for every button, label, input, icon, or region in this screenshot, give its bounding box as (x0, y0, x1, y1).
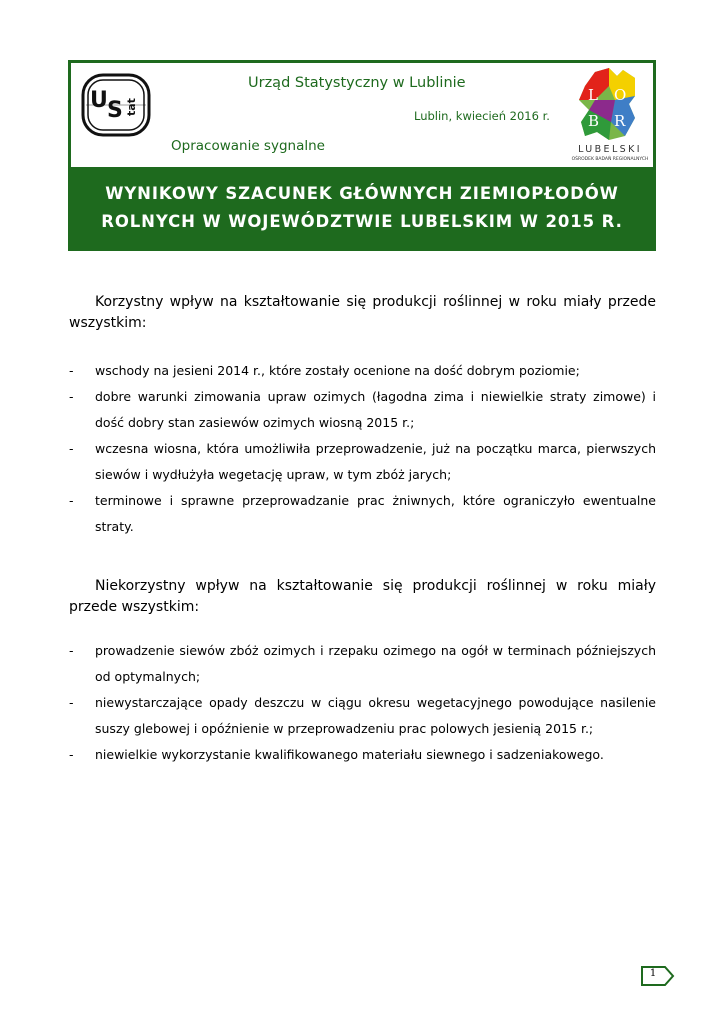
lbr-logo (565, 66, 655, 166)
list-item: - wczesna wiosna, która umożliwiła przeprowadzenie, już na początku marca, pierwszych siewów i wydłużyła wegetację upraw, w tym zbóż jarych; (69, 441, 656, 482)
lbr-letter-o: O (614, 86, 627, 104)
office-name: Urząd Statystyczny w Lublinie (248, 75, 466, 91)
list-item: - niewystarczające opady deszczu w ciągu okresu wegetacyjnego powodujące nasilenie suszy glebowej i opóźnienie w przeprowadzeniu prac polowych jesienią 2015 r.; (69, 695, 656, 736)
page-number: 1 (649, 968, 657, 979)
lbr-letter-l: L (588, 86, 598, 104)
header-top (71, 63, 653, 167)
lbr-subtitle: OŚRODEK BADAŃ REGIONALNYCH (571, 157, 649, 162)
list-item: - niewielkie wykorzystanie kwalifikowanego materiału siewnego i sadzeniakowego. (69, 747, 604, 762)
title-line-1: WYNIKOWY SZACUNEK GŁÓWNYCH ZIEMIOPŁODÓW (105, 183, 619, 203)
positive-factors-list (69, 358, 656, 540)
ustat-logo (81, 73, 151, 137)
list-item: - terminowe i sprawne przeprowadzanie prac żniwnych, które ograniczyło ewentualne straty. (69, 493, 656, 534)
list-item: - prowadzenie siewów zbóż ozimych i rzepaku ozimego na ogół w terminach późniejszych od optymalnych; (69, 643, 656, 684)
page-number-badge (641, 966, 675, 986)
place-date: Lublin, kwiecień 2016 r. (414, 109, 550, 123)
svg-text:tat: tat (125, 98, 138, 116)
svg-text:S: S (107, 98, 123, 123)
svg-text:U: U (90, 88, 108, 113)
list-item: - wschody na jesieni 2014 r., które zostały ocenione na dość dobrym poziomie; (69, 363, 580, 378)
negative-factors-list (69, 638, 656, 768)
lbr-letter-r: R (614, 112, 626, 130)
lbr-name: LUBELSKI (578, 144, 642, 155)
title-band (71, 167, 653, 248)
header-box (68, 60, 656, 251)
list-item: - dobre warunki zimowania upraw ozimych (łagodna zima i niewielkie straty zimowe) i dość dobry stan zasiewów ozimych wiosną 2015 r.; (69, 389, 656, 430)
negative-intro: Niekorzystny wpływ na kształtowanie się produkcji roślinnej w roku miały przede wszystkim: (69, 578, 656, 615)
document-type: Opracowanie sygnalne (171, 138, 325, 154)
lubelskie-map-icon (565, 66, 655, 144)
positive-intro: Korzystny wpływ na kształtowanie się produkcji roślinnej w roku miały przede wszystkim: (69, 294, 656, 331)
title-line-2: ROLNYCH W WOJEWÓDZTWIE LUBELSKIM W 2015 R. (101, 211, 623, 231)
lbr-letter-b: B (588, 112, 600, 130)
